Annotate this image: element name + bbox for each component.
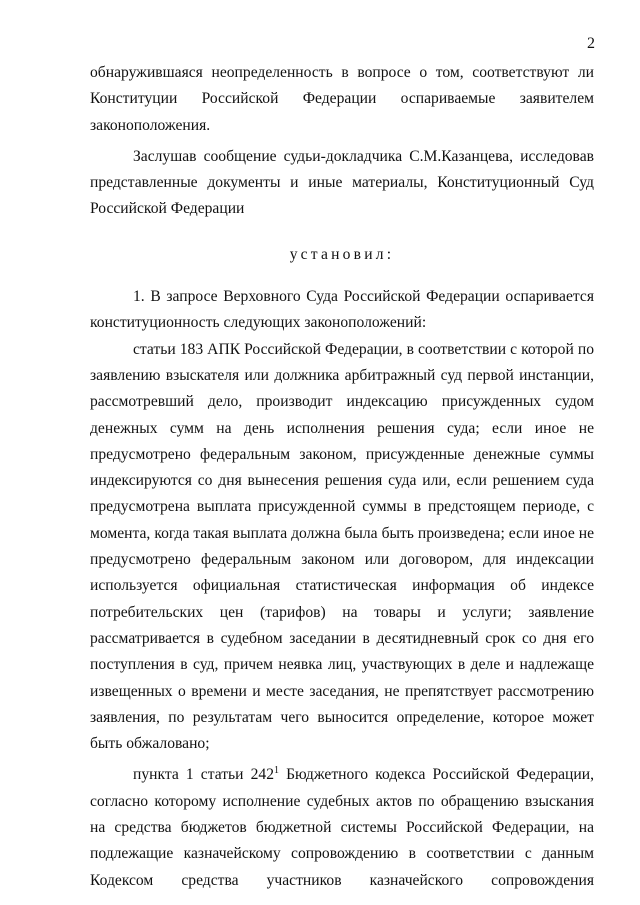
- paragraph-hearing: Заслушав сообщение судьи-докладчика С.М.Казанцева, исследовав представленные документы и иные материалы, Конституционный Суд Российской Федерации: [90, 147, 594, 218]
- article-superscript: 1: [274, 765, 279, 777]
- paragraph-article-183: статьи 183 АПК Российской Федерации, в соответствии с которой по заявлению взыскателя или должника арбитражный суд первой инстанции, рассмотревший дело, производит индексацию присужденных судом денежных сумм на день исполнения решения суда; если иное не предусмотрено федеральным законом, присужденные денежные суммы индексируются со дня вынесения решения суда или, если решением суда предусмотрена выплата присужденной суммы в предстоящем периоде, с момента, когда такая выплата должна была быть произведена; если иное не предусмотрено федеральным законом или договором, для индексации используется официальная статистическая информация об индексе потребительских цен (тарифов) на товары и услуги; заявление рассматривается в судебном заседании в десятидневный срок со дня его поступления в суд, причем неявка лиц, участвующих в деле и надлежаще извещенных о времени и месте заседания, не препятствует рассмотрению заявления, по результатам чего выносится определение, которое может быть обжаловано;: [90, 340, 594, 753]
- article-242-text-rest: Бюджетного кодекса Российской Федерации, согласно которому исполнение судебных актов по обращению взыскания на средства бюджетов бюджетной системы Российской Федерации, на подлежащие казначейскому сопровождению в соответствии с данным Кодексом средства участников казначейского сопровождения: [90, 766, 594, 889]
- paragraph-request: 1. В запросе Верховного Суда Российской Федерации оспаривается конституционность следующих законоположений:: [90, 288, 594, 332]
- page-number: 2: [587, 35, 595, 52]
- article-242-text-start: пункта 1 статьи 242: [133, 766, 274, 784]
- section-heading: установил:: [289, 245, 395, 263]
- document-body: [90, 60, 594, 894]
- paragraph-intro-continuation: обнаружившаяся неопределенность в вопросе о том, соответствуют ли Конституции Российской Федерации оспариваемые заявителем законоположения.: [90, 64, 594, 134]
- paragraph-article-242: [90, 762, 594, 893]
